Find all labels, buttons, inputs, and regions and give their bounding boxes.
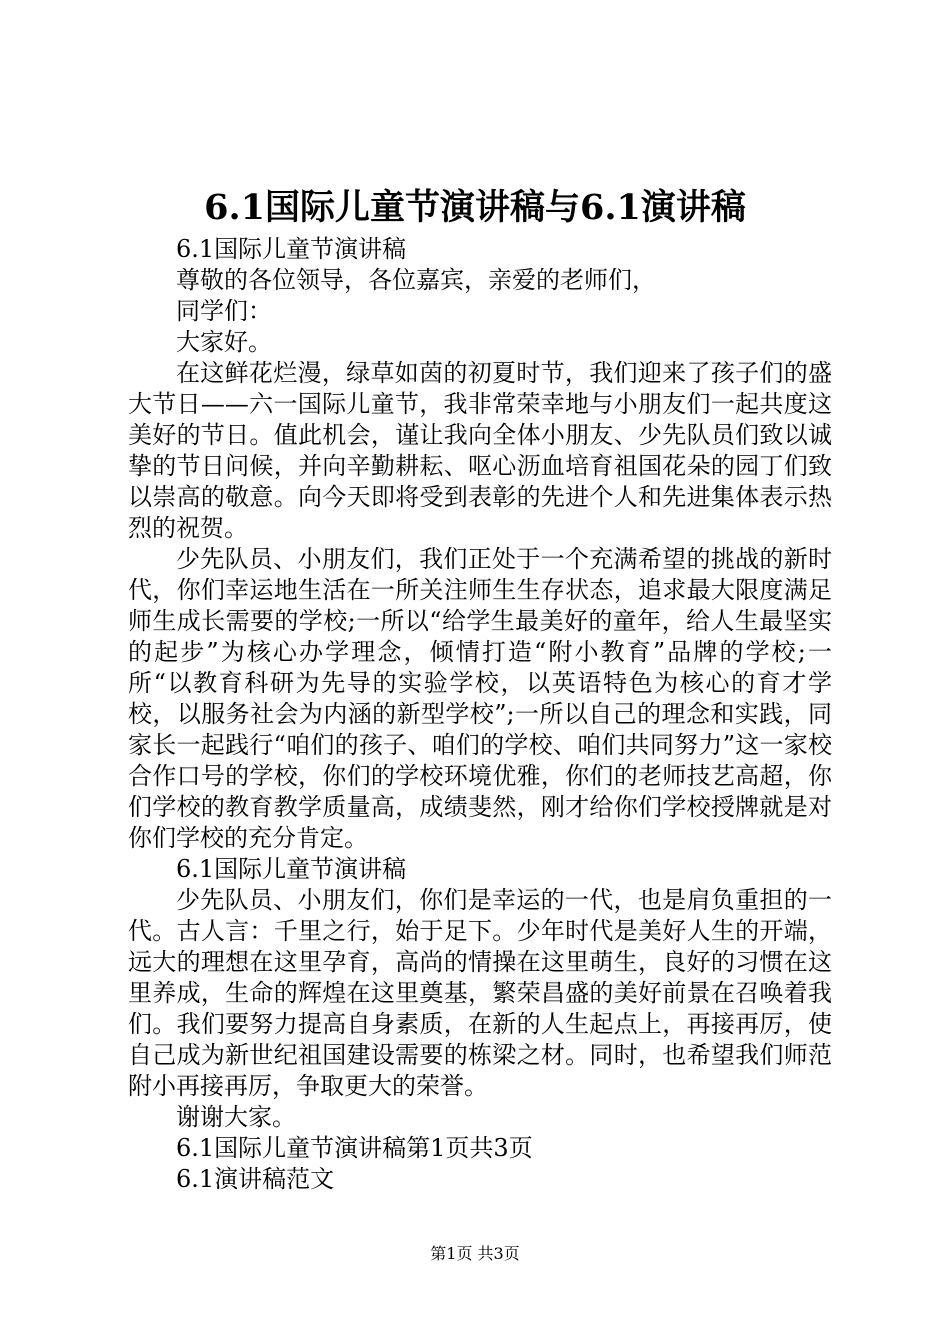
- document-body: [128, 234, 832, 1195]
- document-title: 6.1国际儿童节演讲稿与6.1演讲稿: [204, 187, 746, 228]
- next-section-heading: 6.1演讲稿范文: [176, 1165, 335, 1193]
- page-footer: 第1页 共3页: [430, 1244, 520, 1263]
- thanks-line: 谢谢大家。: [176, 1103, 296, 1131]
- salutation-line-2: 同学们：: [176, 297, 272, 325]
- paragraph-3: 少先队员、小朋友们，你们是幸运的一代，也是肩负重担的一代。古人言：千里之行，始于足下。少年时代是美好人生的开端，远大的理想在这里孕育，高尚的情操在这里萌生，良好的习惯在这里养成，生命的辉煌在这里奠基，繁荣昌盛的美好前景在召唤着我们。我们要努力提高自身素质，在新的人生起点上，再接再厉，使自己成为新世纪祖国建设需要的栋梁之材。同时，也希望我们师范附小再接再厉，争取更大的荣誉。: [128, 886, 832, 1100]
- section-heading-line: 6.1国际儿童节演讲稿: [176, 855, 407, 883]
- salutation-line: 尊敬的各位领导，各位嘉宾，亲爱的老师们，: [176, 266, 656, 294]
- paragraph-2: 少先队员、小朋友们，我们正处于一个充满希望的挑战的新时代，你们幸运地生活在一所关注师生生存状态，追求最大限度满足师生成长需要的学校;一所以“给学生最美好的童年，给人生最坚实的起步”为核心办学理念，倾情打造“附小教育”品牌的学校;一所“以教育科研为先导的实验学校，以英语特色为核心的育才学校，以服务社会为内涵的新型学校”;一所以自己的理念和实践，同家长一起践行“咱们的孩子、咱们的学校、咱们共同努力”这一家校合作口号的学校，你们的学校环境优雅，你们的老师技艺高超，你们学校的教育教学质量高，成绩斐然，刚才给你们学校授牌就是对你们学校的充分肯定。: [128, 545, 832, 852]
- subtitle-line: 6.1国际儿童节演讲稿: [176, 235, 407, 263]
- paragraph-1: 在这鲜花烂漫，绿草如茵的初夏时节，我们迎来了孩子们的盛大节日——六一国际儿童节，我非常荣幸地与小朋友们一起共度这美好的节日。值此机会，谨让我向全体小朋友、少先队员们致以诚挚的节日问候，并向辛勤耕耘、呕心沥血培育祖国花朵的园丁们致以崇高的敬意。向今天即将受到表彰的先进个人和先进集体表示热烈的祝贺。: [128, 359, 832, 542]
- greeting-line: 大家好。: [176, 328, 272, 356]
- page-note-line: 6.1国际儿童节演讲稿第1页共3页: [176, 1134, 533, 1162]
